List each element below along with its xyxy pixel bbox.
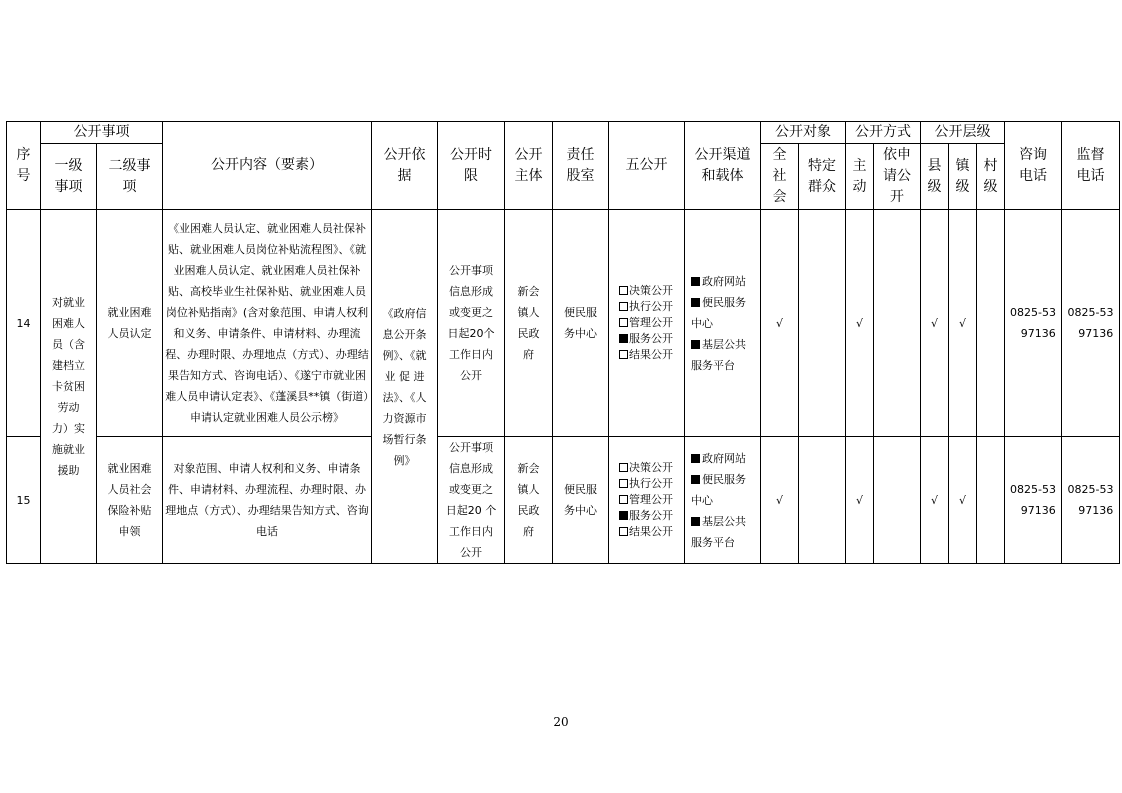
header-level1: 一级 事项	[41, 144, 97, 210]
header-channel: 公开渠道 和载体	[685, 122, 761, 210]
header-consult-phone: 咨询 电话	[1005, 122, 1062, 210]
header-supervise-phone: 监督 电话	[1062, 122, 1120, 210]
channel-item: 便民服务 中心	[691, 472, 746, 507]
header-dept: 责任 股室	[553, 122, 609, 210]
check-village	[977, 437, 1005, 564]
level2-item: 就业困难 人员认定	[97, 210, 163, 437]
five-public-option: 执行公开	[609, 299, 684, 315]
filled-square-icon	[691, 454, 700, 463]
checkbox-icon	[619, 527, 628, 536]
check-on-request	[874, 437, 921, 564]
checkbox-icon	[619, 286, 628, 295]
checkbox-icon	[619, 495, 628, 504]
checkbox-icon	[619, 350, 628, 359]
filled-square-icon	[691, 340, 700, 349]
checkbox-checked-icon	[619, 511, 628, 520]
header-level2: 二级事 项	[97, 144, 163, 210]
five-public-option: 结果公开	[609, 347, 684, 363]
header-time-limit: 公开时 限	[438, 122, 505, 210]
disclosure-table	[6, 121, 1120, 564]
filled-square-icon	[691, 517, 700, 526]
table-row	[7, 437, 1120, 564]
header-village: 村 级	[977, 144, 1005, 210]
header-subject: 公开 主体	[505, 122, 553, 210]
five-public-list	[609, 210, 685, 437]
level2-item: 就业困难 人员社会 保险补贴 申领	[97, 437, 163, 564]
channel-item: 基层公共 服务平台	[691, 337, 746, 372]
channel-list	[685, 437, 761, 564]
checkbox-icon	[619, 463, 628, 472]
table-row	[7, 210, 1120, 437]
subject: 新会 镇人 民政 府	[505, 437, 553, 564]
dept: 便民服 务中心	[553, 437, 609, 564]
consult-phone: 0825-53 97136	[1005, 437, 1062, 564]
five-public-option: 决策公开	[609, 283, 684, 299]
check-specific	[799, 437, 846, 564]
check-specific	[799, 210, 846, 437]
five-public-option: 决策公开	[609, 460, 684, 476]
time-limit: 公开事项 信息形成 或变更之 日起20个 工作日内 公开	[438, 210, 505, 437]
channel-item: 政府网站	[685, 448, 760, 469]
header-basis: 公开依 据	[372, 122, 438, 210]
consult-phone: 0825-53 97136	[1005, 210, 1062, 437]
header-active: 主 动	[846, 144, 874, 210]
check-all-society: √	[761, 437, 799, 564]
disclosure-content: 《业困难人员认定、就业困难人员社保补贴、就业困难人员岗位补贴流程图》、《就业困难人员认定、就业困难人员社保补贴、高校毕业生社保补贴、就业困难人员岗位补贴指南》(含对象范围、申请人权利和义务、申请条件、申请材料、办理流程、办理时限、办理地点（方式）、办理结果告知方式、咨询电话）、《遂宁市就业困难人员申请认定表》、《蓬溪县**镇（街道）申请认定就业困难人员公示榜》	[163, 210, 372, 437]
supervise-phone: 0825-53 97136	[1062, 210, 1120, 437]
five-public-list	[609, 437, 685, 564]
header-level-group: 公开层级	[921, 122, 1005, 144]
row-seq: 15	[7, 437, 41, 564]
time-limit: 公开事项 信息形成 或变更之 日起20 个 工作日内 公开	[438, 437, 505, 564]
channel-item: 政府网站	[685, 271, 760, 292]
five-public-option: 服务公开	[609, 508, 684, 524]
header-specific: 特定 群众	[799, 144, 846, 210]
header-town: 镇 级	[949, 144, 977, 210]
supervise-phone: 0825-53 97136	[1062, 437, 1120, 564]
check-county: √	[921, 210, 949, 437]
header-five-public: 五公开	[609, 122, 685, 210]
channel-item: 基层公共 服务平台	[691, 514, 746, 549]
disclosure-basis: 《政府信 息公开条 例》、《就 业 促 进 法》、《人 力资源市 场暂行条 例》	[372, 210, 438, 564]
filled-square-icon	[691, 475, 700, 484]
five-public-option: 执行公开	[609, 476, 684, 492]
filled-square-icon	[691, 298, 700, 307]
check-town: √	[949, 437, 977, 564]
checkbox-icon	[619, 479, 628, 488]
checkbox-icon	[619, 302, 628, 311]
five-public-option: 管理公开	[609, 315, 684, 331]
check-county: √	[921, 437, 949, 564]
header-content: 公开内容（要素）	[163, 122, 372, 210]
check-town: √	[949, 210, 977, 437]
header-seq: 序 号	[7, 122, 41, 210]
disclosure-content: 对象范围、申请人权利和义务、申请条件、申请材料、办理流程、办理时限、办理地点（方式）、办理结果告知方式、咨询电话	[163, 437, 372, 564]
header-all-society: 全 社 会	[761, 144, 799, 210]
page-number: 20	[553, 715, 569, 729]
five-public-option: 服务公开	[609, 331, 684, 347]
header-county: 县 级	[921, 144, 949, 210]
check-on-request	[874, 210, 921, 437]
checkbox-icon	[619, 318, 628, 327]
subject: 新会 镇人 民政 府	[505, 210, 553, 437]
check-village	[977, 210, 1005, 437]
row-seq: 14	[7, 210, 41, 437]
header-target-group: 公开对象	[761, 122, 846, 144]
channel-list	[685, 210, 761, 437]
header-method-group: 公开方式	[846, 122, 921, 144]
level1-item: 对就业 困难人 员（含 建档立 卡贫困 劳动 力）实 施就业 援助	[41, 210, 97, 564]
dept: 便民服 务中心	[553, 210, 609, 437]
header-on-request: 依申 请公 开	[874, 144, 921, 210]
check-active: √	[846, 437, 874, 564]
five-public-option: 管理公开	[609, 492, 684, 508]
header-item-group: 公开事项	[41, 122, 163, 144]
check-all-society: √	[761, 210, 799, 437]
filled-square-icon	[691, 277, 700, 286]
checkbox-checked-icon	[619, 334, 628, 343]
five-public-option: 结果公开	[609, 524, 684, 540]
channel-item: 便民服务 中心	[691, 295, 746, 330]
check-active: √	[846, 210, 874, 437]
